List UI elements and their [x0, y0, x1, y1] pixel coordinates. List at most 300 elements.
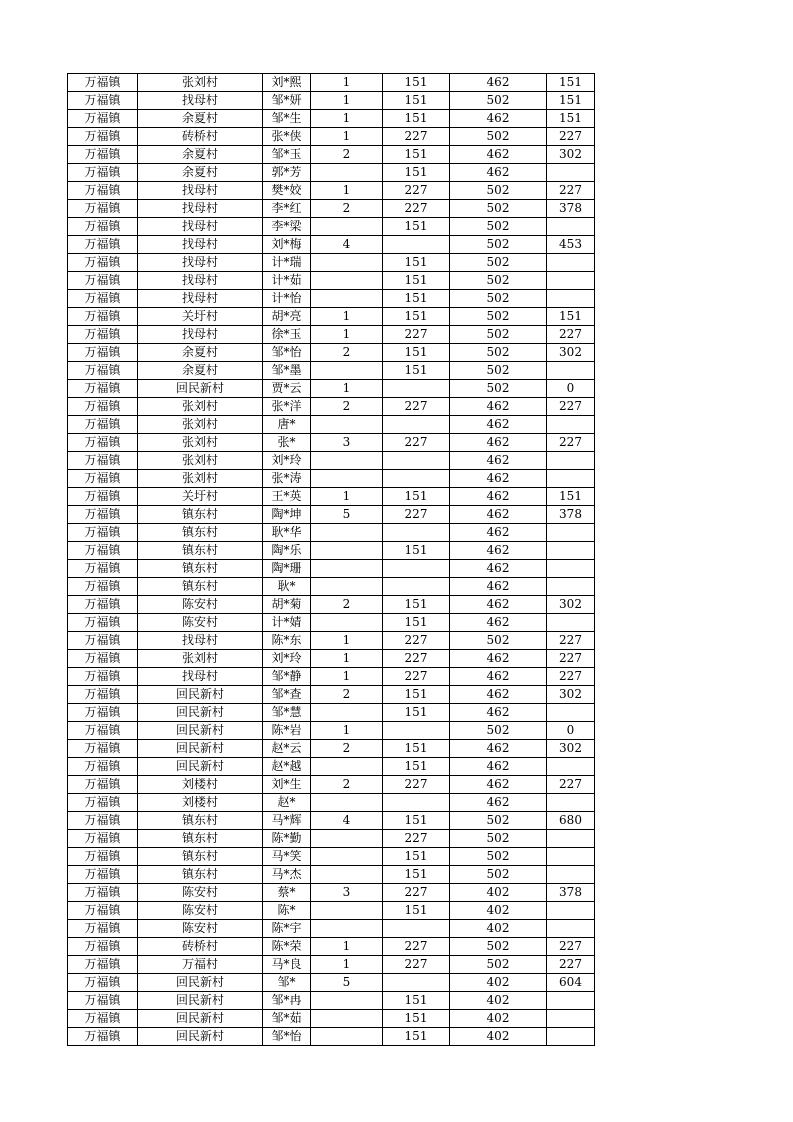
town-cell: 万福镇	[68, 1028, 138, 1046]
name-cell: 马*良	[263, 956, 311, 974]
count-cell: 2	[311, 344, 383, 362]
town-cell: 万福镇	[68, 866, 138, 884]
total-cell: 151	[547, 488, 595, 506]
village-cell: 镇东村	[138, 506, 263, 524]
table-row	[68, 902, 595, 920]
amount-b-cell: 462	[450, 506, 547, 524]
amount-b-cell: 462	[450, 560, 547, 578]
town-cell: 万福镇	[68, 164, 138, 182]
amount-b-cell: 462	[450, 452, 547, 470]
town-cell: 万福镇	[68, 776, 138, 794]
table-row	[68, 866, 595, 884]
name-cell: 刘*梅	[263, 236, 311, 254]
count-cell: 1	[311, 380, 383, 398]
table-row	[68, 740, 595, 758]
village-cell: 找母村	[138, 218, 263, 236]
total-cell: 227	[547, 182, 595, 200]
town-cell: 万福镇	[68, 398, 138, 416]
total-cell: 378	[547, 884, 595, 902]
name-cell: 马*杰	[263, 866, 311, 884]
total-cell: 227	[547, 326, 595, 344]
name-cell: 陈*	[263, 902, 311, 920]
name-cell: 陈*宇	[263, 920, 311, 938]
table-row	[68, 218, 595, 236]
village-cell: 陈安村	[138, 902, 263, 920]
table-row	[68, 596, 595, 614]
town-cell: 万福镇	[68, 740, 138, 758]
table-row	[68, 722, 595, 740]
village-cell: 张刘村	[138, 470, 263, 488]
village-cell: 张刘村	[138, 452, 263, 470]
table-row	[68, 542, 595, 560]
amount-b-cell: 502	[450, 938, 547, 956]
amount-a-cell: 227	[383, 398, 450, 416]
amount-b-cell: 502	[450, 254, 547, 272]
town-cell: 万福镇	[68, 506, 138, 524]
town-cell: 万福镇	[68, 650, 138, 668]
table-row	[68, 380, 595, 398]
village-cell: 回民新村	[138, 686, 263, 704]
town-cell: 万福镇	[68, 92, 138, 110]
town-cell: 万福镇	[68, 524, 138, 542]
village-cell: 砖桥村	[138, 938, 263, 956]
name-cell: 马*笑	[263, 848, 311, 866]
amount-b-cell: 462	[450, 146, 547, 164]
village-cell: 找母村	[138, 92, 263, 110]
count-cell	[311, 1028, 383, 1046]
amount-a-cell: 151	[383, 92, 450, 110]
town-cell: 万福镇	[68, 416, 138, 434]
table-row	[68, 470, 595, 488]
village-cell: 找母村	[138, 272, 263, 290]
table-row	[68, 128, 595, 146]
count-cell: 1	[311, 668, 383, 686]
amount-b-cell: 402	[450, 974, 547, 992]
village-cell: 张刘村	[138, 650, 263, 668]
amount-b-cell: 502	[450, 290, 547, 308]
total-cell: 227	[547, 938, 595, 956]
village-cell: 回民新村	[138, 722, 263, 740]
amount-b-cell: 462	[450, 74, 547, 92]
amount-b-cell: 462	[450, 758, 547, 776]
amount-b-cell: 462	[450, 164, 547, 182]
village-cell: 回民新村	[138, 1010, 263, 1028]
town-cell: 万福镇	[68, 362, 138, 380]
name-cell: 樊*姣	[263, 182, 311, 200]
count-cell	[311, 758, 383, 776]
table-row	[68, 344, 595, 362]
amount-b-cell: 462	[450, 596, 547, 614]
name-cell: 郭*芳	[263, 164, 311, 182]
name-cell: 陶*乐	[263, 542, 311, 560]
town-cell: 万福镇	[68, 470, 138, 488]
total-cell: 151	[547, 110, 595, 128]
village-cell: 找母村	[138, 182, 263, 200]
amount-a-cell: 151	[383, 74, 450, 92]
amount-b-cell: 502	[450, 182, 547, 200]
amount-b-cell: 462	[450, 110, 547, 128]
table-row	[68, 938, 595, 956]
amount-a-cell: 151	[383, 848, 450, 866]
name-cell: 李*梁	[263, 218, 311, 236]
amount-b-cell: 502	[450, 380, 547, 398]
village-cell: 刘楼村	[138, 794, 263, 812]
amount-b-cell: 502	[450, 362, 547, 380]
amount-a-cell: 227	[383, 326, 450, 344]
amount-b-cell: 462	[450, 524, 547, 542]
amount-a-cell: 151	[383, 686, 450, 704]
name-cell: 计*怡	[263, 290, 311, 308]
amount-a-cell	[383, 524, 450, 542]
town-cell: 万福镇	[68, 956, 138, 974]
count-cell	[311, 524, 383, 542]
count-cell	[311, 848, 383, 866]
name-cell: 陈*勤	[263, 830, 311, 848]
town-cell: 万福镇	[68, 632, 138, 650]
amount-b-cell: 462	[450, 578, 547, 596]
table-row	[68, 452, 595, 470]
amount-a-cell: 151	[383, 308, 450, 326]
amount-a-cell	[383, 560, 450, 578]
total-cell	[547, 578, 595, 596]
town-cell: 万福镇	[68, 128, 138, 146]
count-cell: 5	[311, 974, 383, 992]
table-row	[68, 704, 595, 722]
town-cell: 万福镇	[68, 110, 138, 128]
table-row	[68, 272, 595, 290]
village-cell: 关圩村	[138, 308, 263, 326]
amount-a-cell: 227	[383, 182, 450, 200]
total-cell: 0	[547, 722, 595, 740]
village-cell: 回民新村	[138, 380, 263, 398]
village-cell: 镇东村	[138, 560, 263, 578]
village-cell: 余夏村	[138, 362, 263, 380]
table-row	[68, 146, 595, 164]
amount-a-cell: 151	[383, 704, 450, 722]
amount-b-cell: 502	[450, 92, 547, 110]
amount-a-cell: 151	[383, 110, 450, 128]
amount-a-cell	[383, 380, 450, 398]
name-cell: 王*英	[263, 488, 311, 506]
count-cell	[311, 272, 383, 290]
table-row	[68, 434, 595, 452]
table-row	[68, 920, 595, 938]
total-cell	[547, 452, 595, 470]
village-cell: 陈安村	[138, 920, 263, 938]
amount-b-cell: 462	[450, 650, 547, 668]
amount-a-cell: 227	[383, 830, 450, 848]
amount-a-cell: 227	[383, 938, 450, 956]
total-cell	[547, 218, 595, 236]
town-cell: 万福镇	[68, 200, 138, 218]
town-cell: 万福镇	[68, 884, 138, 902]
town-cell: 万福镇	[68, 434, 138, 452]
total-cell	[547, 992, 595, 1010]
amount-b-cell: 502	[450, 326, 547, 344]
amount-a-cell: 227	[383, 128, 450, 146]
amount-a-cell: 227	[383, 434, 450, 452]
amount-a-cell: 151	[383, 866, 450, 884]
name-cell: 耿*华	[263, 524, 311, 542]
table-row	[68, 1028, 595, 1046]
amount-b-cell: 462	[450, 470, 547, 488]
village-cell: 找母村	[138, 290, 263, 308]
amount-a-cell: 227	[383, 506, 450, 524]
village-cell: 镇东村	[138, 866, 263, 884]
table-row	[68, 416, 595, 434]
amount-b-cell: 502	[450, 200, 547, 218]
amount-b-cell: 502	[450, 272, 547, 290]
count-cell	[311, 866, 383, 884]
table-row	[68, 92, 595, 110]
count-cell: 2	[311, 740, 383, 758]
total-cell: 227	[547, 650, 595, 668]
village-cell: 陈安村	[138, 884, 263, 902]
village-cell: 回民新村	[138, 1028, 263, 1046]
total-cell: 227	[547, 398, 595, 416]
count-cell: 1	[311, 632, 383, 650]
name-cell: 赵*	[263, 794, 311, 812]
total-cell	[547, 1028, 595, 1046]
town-cell: 万福镇	[68, 326, 138, 344]
amount-b-cell: 502	[450, 632, 547, 650]
village-cell: 张刘村	[138, 74, 263, 92]
amount-b-cell: 462	[450, 794, 547, 812]
table-row	[68, 182, 595, 200]
amount-b-cell: 462	[450, 614, 547, 632]
table-row	[68, 758, 595, 776]
village-cell: 镇东村	[138, 848, 263, 866]
town-cell: 万福镇	[68, 902, 138, 920]
name-cell: 邹*	[263, 974, 311, 992]
village-cell: 找母村	[138, 254, 263, 272]
town-cell: 万福镇	[68, 452, 138, 470]
village-cell: 找母村	[138, 668, 263, 686]
amount-b-cell: 502	[450, 848, 547, 866]
total-cell	[547, 164, 595, 182]
total-cell	[547, 524, 595, 542]
count-cell: 4	[311, 236, 383, 254]
total-cell: 0	[547, 380, 595, 398]
amount-a-cell: 227	[383, 956, 450, 974]
amount-a-cell: 227	[383, 776, 450, 794]
table-row	[68, 830, 595, 848]
table-row	[68, 326, 595, 344]
village-cell: 余夏村	[138, 146, 263, 164]
name-cell: 胡*亮	[263, 308, 311, 326]
town-cell: 万福镇	[68, 722, 138, 740]
amount-b-cell: 462	[450, 434, 547, 452]
amount-b-cell: 502	[450, 308, 547, 326]
town-cell: 万福镇	[68, 704, 138, 722]
total-cell: 302	[547, 686, 595, 704]
village-cell: 回民新村	[138, 740, 263, 758]
total-cell	[547, 470, 595, 488]
count-cell: 4	[311, 812, 383, 830]
name-cell: 邹*静	[263, 668, 311, 686]
table-row	[68, 506, 595, 524]
total-cell	[547, 794, 595, 812]
name-cell: 赵*云	[263, 740, 311, 758]
town-cell: 万福镇	[68, 920, 138, 938]
total-cell: 227	[547, 668, 595, 686]
town-cell: 万福镇	[68, 344, 138, 362]
town-cell: 万福镇	[68, 380, 138, 398]
total-cell: 302	[547, 146, 595, 164]
total-cell: 227	[547, 128, 595, 146]
total-cell	[547, 902, 595, 920]
amount-a-cell: 151	[383, 596, 450, 614]
total-cell: 227	[547, 776, 595, 794]
table-row	[68, 794, 595, 812]
name-cell: 邹*墨	[263, 362, 311, 380]
town-cell: 万福镇	[68, 236, 138, 254]
count-cell	[311, 578, 383, 596]
village-cell: 镇东村	[138, 578, 263, 596]
amount-a-cell: 151	[383, 344, 450, 362]
amount-a-cell: 151	[383, 812, 450, 830]
name-cell: 张*洋	[263, 398, 311, 416]
count-cell	[311, 218, 383, 236]
count-cell	[311, 992, 383, 1010]
name-cell: 张*涛	[263, 470, 311, 488]
table-body	[68, 74, 595, 1046]
name-cell: 邹*怡	[263, 344, 311, 362]
town-cell: 万福镇	[68, 1010, 138, 1028]
count-cell: 3	[311, 884, 383, 902]
count-cell: 2	[311, 686, 383, 704]
amount-a-cell: 151	[383, 902, 450, 920]
amount-a-cell: 151	[383, 758, 450, 776]
table-row	[68, 632, 595, 650]
table-row	[68, 650, 595, 668]
amount-b-cell: 402	[450, 902, 547, 920]
count-cell	[311, 470, 383, 488]
table-row	[68, 776, 595, 794]
amount-a-cell: 227	[383, 632, 450, 650]
village-cell: 回民新村	[138, 992, 263, 1010]
amount-b-cell: 502	[450, 830, 547, 848]
name-cell: 唐*	[263, 416, 311, 434]
count-cell	[311, 416, 383, 434]
name-cell: 计*婧	[263, 614, 311, 632]
name-cell: 邹*茹	[263, 1010, 311, 1028]
count-cell	[311, 560, 383, 578]
count-cell	[311, 830, 383, 848]
name-cell: 张*侠	[263, 128, 311, 146]
amount-b-cell: 402	[450, 992, 547, 1010]
total-cell	[547, 830, 595, 848]
name-cell: 赵*越	[263, 758, 311, 776]
town-cell: 万福镇	[68, 938, 138, 956]
village-cell: 余夏村	[138, 110, 263, 128]
village-cell: 镇东村	[138, 830, 263, 848]
amount-a-cell: 151	[383, 146, 450, 164]
total-cell: 378	[547, 506, 595, 524]
table-row	[68, 848, 595, 866]
total-cell: 151	[547, 74, 595, 92]
total-cell	[547, 848, 595, 866]
name-cell: 张*	[263, 434, 311, 452]
amount-a-cell	[383, 452, 450, 470]
town-cell: 万福镇	[68, 668, 138, 686]
village-cell: 回民新村	[138, 758, 263, 776]
village-cell: 陈安村	[138, 614, 263, 632]
count-cell: 1	[311, 650, 383, 668]
town-cell: 万福镇	[68, 272, 138, 290]
town-cell: 万福镇	[68, 686, 138, 704]
table-row	[68, 668, 595, 686]
count-cell: 1	[311, 74, 383, 92]
name-cell: 徐*玉	[263, 326, 311, 344]
amount-a-cell: 151	[383, 272, 450, 290]
table-row	[68, 560, 595, 578]
total-cell	[547, 272, 595, 290]
table-row	[68, 614, 595, 632]
name-cell: 计*瑞	[263, 254, 311, 272]
village-cell: 余夏村	[138, 164, 263, 182]
table-row	[68, 236, 595, 254]
name-cell: 邹*冉	[263, 992, 311, 1010]
table-row	[68, 578, 595, 596]
name-cell: 胡*菊	[263, 596, 311, 614]
total-cell	[547, 1010, 595, 1028]
village-cell: 余夏村	[138, 344, 263, 362]
total-cell	[547, 290, 595, 308]
count-cell: 1	[311, 308, 383, 326]
count-cell	[311, 920, 383, 938]
name-cell: 计*茹	[263, 272, 311, 290]
name-cell: 邹*怡	[263, 1028, 311, 1046]
count-cell: 1	[311, 128, 383, 146]
town-cell: 万福镇	[68, 182, 138, 200]
village-cell: 镇东村	[138, 542, 263, 560]
total-cell: 151	[547, 308, 595, 326]
count-cell: 1	[311, 938, 383, 956]
name-cell: 陶*坤	[263, 506, 311, 524]
total-cell	[547, 254, 595, 272]
count-cell	[311, 362, 383, 380]
town-cell: 万福镇	[68, 254, 138, 272]
amount-a-cell: 151	[383, 614, 450, 632]
total-cell: 227	[547, 956, 595, 974]
table-row	[68, 200, 595, 218]
count-cell: 1	[311, 92, 383, 110]
village-cell: 回民新村	[138, 704, 263, 722]
amount-a-cell: 227	[383, 650, 450, 668]
total-cell: 227	[547, 434, 595, 452]
count-cell: 3	[311, 434, 383, 452]
amount-a-cell: 151	[383, 992, 450, 1010]
name-cell: 陈*荣	[263, 938, 311, 956]
town-cell: 万福镇	[68, 758, 138, 776]
town-cell: 万福镇	[68, 794, 138, 812]
count-cell: 2	[311, 146, 383, 164]
village-cell: 镇东村	[138, 812, 263, 830]
town-cell: 万福镇	[68, 488, 138, 506]
amount-b-cell: 402	[450, 884, 547, 902]
town-cell: 万福镇	[68, 974, 138, 992]
town-cell: 万福镇	[68, 812, 138, 830]
table-row	[68, 290, 595, 308]
name-cell: 陶*珊	[263, 560, 311, 578]
amount-a-cell: 151	[383, 164, 450, 182]
total-cell: 302	[547, 740, 595, 758]
amount-b-cell: 502	[450, 812, 547, 830]
village-cell: 找母村	[138, 200, 263, 218]
village-cell: 陈安村	[138, 596, 263, 614]
amount-a-cell	[383, 578, 450, 596]
